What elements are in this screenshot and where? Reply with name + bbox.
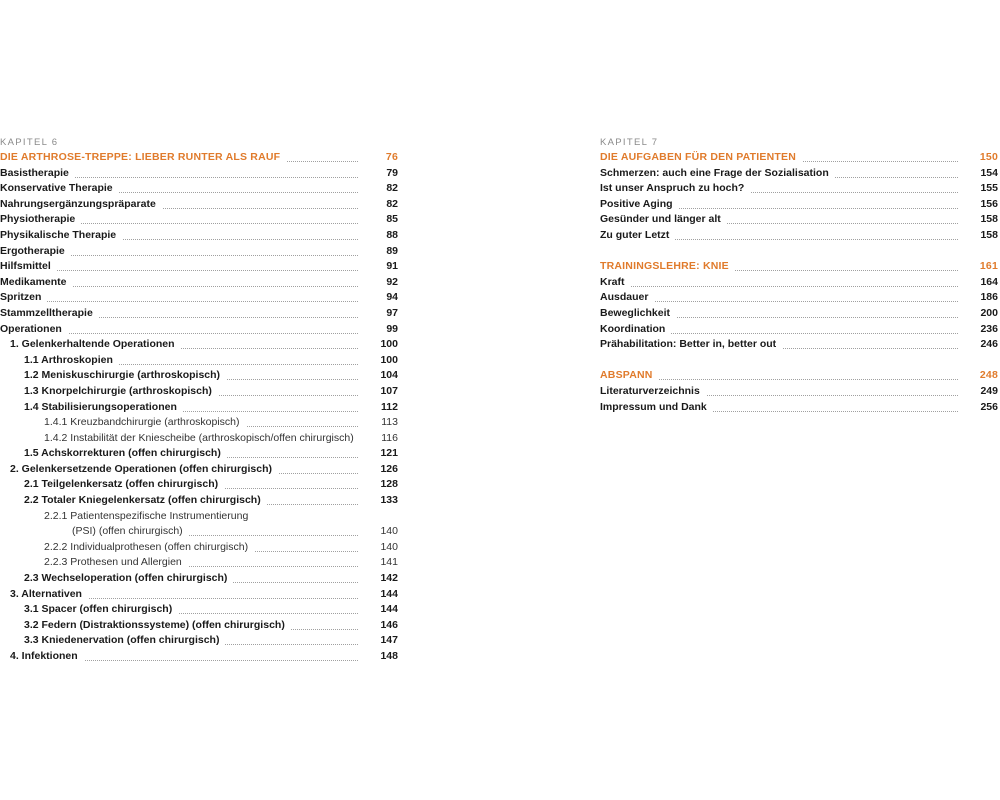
toc-page-number: 126 [380, 462, 398, 475]
toc-page-number: 148 [380, 650, 398, 662]
toc-entry-title: DIE AUFGABEN FÜR DEN PATIENTEN [600, 150, 802, 166]
toc-entry-title: Gesünder und länger alt [600, 212, 727, 228]
toc-page-number: 236 [980, 322, 998, 335]
toc-page-number: 147 [380, 634, 398, 647]
toc-entry[interactable] [0, 493, 400, 509]
toc-entry-title: Ausdauer [600, 290, 654, 306]
toc-entry-title: Nahrungsergänzungspräparate [0, 197, 162, 213]
toc-page-number: 140 [380, 525, 398, 538]
toc-page-number: 92 [386, 275, 398, 288]
toc-entry[interactable] [600, 384, 1000, 400]
toc-entry[interactable] [0, 181, 400, 197]
toc-page-number: 200 [980, 306, 998, 319]
dot-leader [610, 301, 958, 302]
toc-page-number: 82 [386, 197, 398, 210]
toc-entry[interactable] [0, 649, 400, 665]
chapter-label: KAPITEL 6 [0, 137, 59, 148]
dot-leader [610, 286, 958, 287]
toc-entry-title: Hilfsmittel [0, 259, 57, 275]
toc-entry-title: 3.1 Spacer (offen chirurgisch) [24, 602, 178, 618]
toc-entry-title: Prähabilitation: Better in, better out [600, 337, 782, 353]
toc-entry[interactable] [0, 212, 400, 228]
toc-page-number: 144 [380, 587, 398, 600]
toc-entry[interactable] [0, 431, 400, 447]
toc-entry[interactable] [600, 290, 1000, 306]
toc-page-number: 107 [380, 384, 398, 397]
toc-entry[interactable] [0, 462, 400, 478]
toc-entry[interactable] [600, 197, 1000, 213]
toc-page-number: 97 [386, 306, 398, 319]
toc-entry-title: 3.3 Kniedenervation (offen chirurgisch) [24, 633, 225, 649]
toc-page-number: 161 [979, 260, 998, 273]
toc-page-number: 186 [980, 291, 998, 304]
toc-entry-title: 4. Infektionen [10, 649, 84, 665]
toc-page-number: 112 [381, 400, 398, 413]
toc-page-number: 89 [386, 244, 398, 257]
toc-entry[interactable] [0, 197, 400, 213]
toc-entry-title: Stammzelltherapie [0, 306, 99, 322]
toc-entry-title: Koordination [600, 322, 671, 338]
toc-entry-title: 2.2.1 Patientenspezifische Instrumentierung [44, 509, 254, 525]
toc-entry[interactable] [0, 602, 400, 618]
toc-entry-title: 1.5 Achskorrekturen (offen chirurgisch) [24, 446, 227, 462]
toc-page-number: 91 [386, 260, 398, 273]
toc-entry[interactable] [0, 540, 400, 556]
toc-entry-title: Physikalische Therapie [0, 228, 122, 244]
toc-entry[interactable] [0, 259, 400, 275]
toc-page-number: 100 [380, 353, 398, 366]
toc-section-heading[interactable] [600, 368, 1000, 384]
toc-entry[interactable] [0, 166, 400, 182]
toc-page-number: 154 [980, 166, 998, 179]
toc-entry[interactable] [0, 337, 400, 353]
toc-entry-title: DIE ARTHROSE-TREPPE: LIEBER RUNTER ALS RAUF [0, 150, 286, 166]
toc-page-number: 141 [380, 556, 398, 569]
toc-page-number: 99 [386, 322, 398, 335]
toc-page-number: 158 [980, 213, 998, 226]
toc-entry[interactable] [0, 244, 400, 260]
toc-entry[interactable] [600, 212, 1000, 228]
toc-spacer [600, 353, 1000, 369]
toc-entry-title: TRAININGSLEHRE: KNIE [600, 259, 735, 275]
toc-page-number: 249 [980, 384, 998, 397]
toc-entry[interactable] [0, 400, 400, 416]
toc-page-number: 128 [380, 478, 398, 491]
toc-page-number: 76 [385, 151, 398, 163]
toc-entry-title: Positive Aging [600, 197, 679, 213]
toc-entry[interactable] [0, 477, 400, 493]
toc-entry-title: Ist unser Anspruch zu hoch? [600, 181, 750, 197]
toc-page-number: 158 [980, 228, 998, 241]
toc-section-heading[interactable] [0, 150, 400, 166]
toc-entry[interactable] [0, 322, 400, 338]
toc-page-number: 248 [979, 369, 998, 382]
toc-entry-title: 2.2.3 Prothesen und Allergien [44, 555, 188, 571]
toc-page-number: 94 [386, 291, 398, 304]
toc-entry[interactable] [0, 415, 400, 431]
toc-page-number: 142 [380, 572, 398, 585]
toc-entry-title: 1. Gelenkerhaltende Operationen [10, 337, 181, 353]
toc-entry[interactable] [0, 368, 400, 384]
chapter-label: KAPITEL 7 [600, 137, 659, 148]
toc-entry-title: 2. Gelenkersetzende Operationen (offen chirurgisch) [10, 462, 278, 478]
toc-entry-title: 2.2 Totaler Kniegelenkersatz (offen chirurgisch) [24, 493, 267, 509]
toc-page-number: 140 [380, 540, 398, 553]
toc-entry-title: Konservative Therapie [0, 181, 119, 197]
toc-page-number: 85 [386, 213, 398, 226]
toc-section-heading[interactable] [600, 259, 1000, 275]
toc-entry-title: Beweglichkeit [600, 306, 676, 322]
toc-entry-title: Ergotherapie [0, 244, 71, 260]
toc-entry-title: Kraft [600, 275, 631, 291]
toc-entry[interactable] [0, 587, 400, 603]
toc-entry[interactable] [600, 306, 1000, 322]
toc-spacer [600, 244, 1000, 260]
dot-leader [10, 270, 358, 271]
toc-entry-title: 2.2.2 Individualprothesen (offen chirurgisch) [44, 540, 254, 556]
toc-entry-title: Zu guter Letzt [600, 228, 675, 244]
toc-page-number: 88 [386, 228, 398, 241]
toc-entry-title: Impressum und Dank [600, 400, 713, 416]
toc-entry[interactable] [600, 181, 1000, 197]
toc-entry-title: (PSI) (offen chirurgisch) [72, 524, 189, 540]
toc-page-number: 104 [380, 369, 398, 382]
toc-entry[interactable] [0, 306, 400, 322]
toc-column-right [600, 136, 1000, 415]
toc-entry-title: Physiotherapie [0, 212, 81, 228]
toc-entry[interactable] [600, 322, 1000, 338]
dot-leader [610, 379, 958, 380]
toc-page-number: 113 [381, 416, 398, 429]
toc-page-number: 146 [380, 618, 398, 631]
toc-page-number: 121 [380, 447, 398, 460]
toc-entry[interactable] [0, 384, 400, 400]
toc-page-number: 155 [980, 182, 998, 195]
toc-entry-title: 1.4.1 Kreuzbandchirurgie (arthroskopisch) [44, 415, 246, 431]
toc-entry[interactable] [0, 571, 400, 587]
toc-entry[interactable] [600, 275, 1000, 291]
toc-entry-title: Basistherapie [0, 166, 75, 182]
toc-entry[interactable] [0, 633, 400, 649]
toc-entry[interactable] [0, 353, 400, 369]
toc-entry-title: 1.3 Knorpelchirurgie (arthroskopisch) [24, 384, 218, 400]
toc-entry-title: 3. Alternativen [10, 587, 88, 603]
toc-entry-title: 1.1 Arthroskopien [24, 353, 119, 369]
toc-page-number: 144 [380, 603, 398, 616]
toc-entry[interactable] [0, 524, 400, 540]
toc-entry[interactable] [0, 618, 400, 634]
toc-entry[interactable] [600, 228, 1000, 244]
toc-page-number: 116 [381, 431, 398, 444]
toc-entry[interactable] [600, 400, 1000, 416]
toc-entry-title: Medikamente [0, 275, 73, 291]
toc-entry-title: 1.4.2 Instabilität der Kniescheibe (arthroskopisch/offen chirurgisch) [44, 431, 360, 447]
toc-entry-title: Operationen [0, 322, 68, 338]
toc-entry[interactable] [0, 446, 400, 462]
toc-page-number: 133 [380, 494, 398, 507]
toc-page-number: 79 [386, 166, 398, 179]
toc-entry[interactable] [0, 509, 400, 525]
toc-page-number: 164 [980, 275, 998, 288]
toc-column-left [0, 136, 400, 665]
toc-entry-title: ABSPANN [600, 368, 659, 384]
toc-page-number: 256 [980, 400, 998, 413]
toc-entry[interactable] [0, 555, 400, 571]
toc-entry-title: Schmerzen: auch eine Frage der Sozialisation [600, 166, 835, 182]
toc-page-number: 100 [380, 338, 398, 351]
toc-page-number: 82 [386, 182, 398, 195]
toc-entry-title: 2.1 Teilgelenkersatz (offen chirurgisch) [24, 477, 224, 493]
toc-page-number: 246 [980, 338, 998, 351]
toc-entry-title: 2.3 Wechseloperation (offen chirurgisch) [24, 571, 233, 587]
toc-section-heading[interactable] [600, 150, 1000, 166]
toc-page-number: 150 [979, 151, 998, 163]
dot-leader [10, 301, 358, 302]
toc-entry-title: 3.2 Federn (Distraktionssysteme) (offen chirurgisch) [24, 618, 291, 634]
toc-entry-title: Spritzen [0, 290, 47, 306]
toc-page-number: 156 [980, 197, 998, 210]
toc-entry[interactable] [600, 166, 1000, 182]
toc-entry[interactable] [0, 290, 400, 306]
toc-entry[interactable] [0, 228, 400, 244]
toc-entries-left [0, 150, 400, 665]
toc-entry-title: 1.2 Meniskuschirurgie (arthroskopisch) [24, 368, 226, 384]
toc-entries-right [600, 150, 1000, 415]
toc-entry-title: Literaturverzeichnis [600, 384, 706, 400]
toc-entry-title: 1.4 Stabilisierungsoperationen [24, 400, 183, 416]
toc-entry[interactable] [600, 337, 1000, 353]
toc-entry[interactable] [0, 275, 400, 291]
